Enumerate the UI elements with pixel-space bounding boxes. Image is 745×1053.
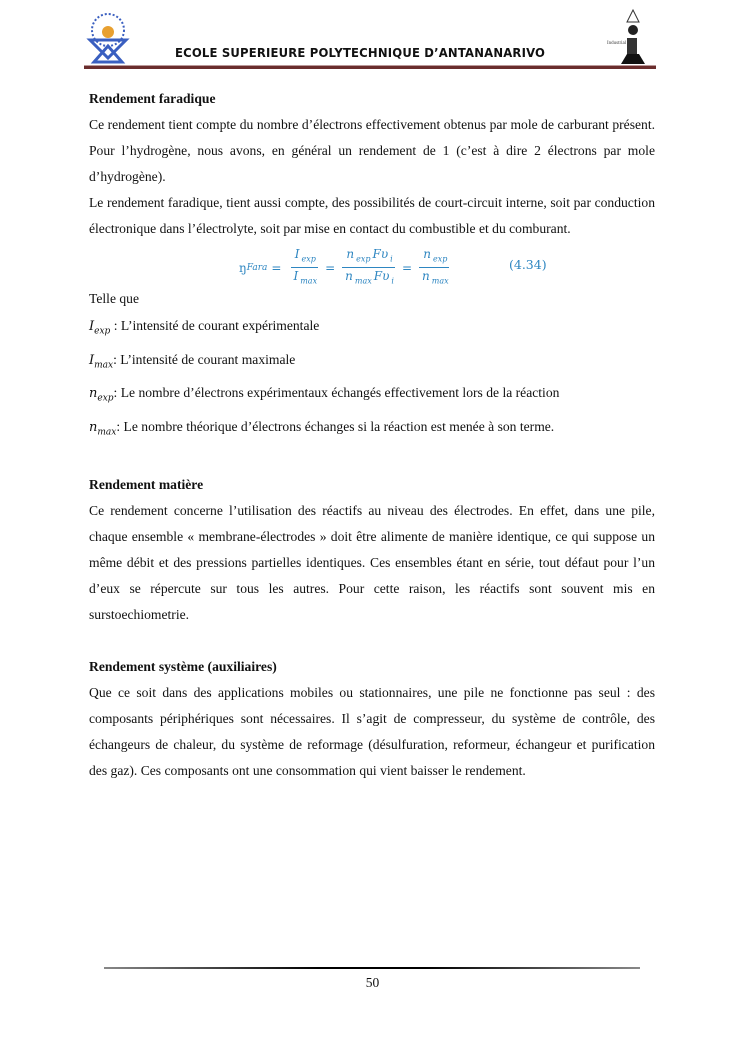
paragraph: Ce rendement concerne l’utilisation des réactifs au niveau des électrodes. En effet, dans une pile, chaque ensemble « membrane-électrodes » doit être alimente de manière identique, ce qui suppose un même débit et des pressions partielles identiques. Ces ensembles étant en série, tout défaut pour l’un d’eux se répercute sur tous les autres. Pour cette raison, les réactifs sont souvent mis en surstoechiometrie.: [89, 503, 655, 623]
section-heading: Rendement faradique: [89, 91, 216, 106]
paragraph: Que ce soit dans des applications mobiles ou stationnaires, une pile ne fonctionne pas seul : des composants périphériques sont nécessaires. Il s’agit de compresseur, du système de contrôle, des échangeurs de chaleur, du système de reformage (désulfuration, reformeur, échangeur et purification des gaz). Ces composants ont une consommation qui vient baisser le rendement.: [89, 685, 655, 779]
symbol-sub: max: [97, 427, 117, 438]
eq-sub: exp: [356, 254, 371, 264]
symbol: n: [89, 419, 98, 435]
eq-sub: max: [431, 276, 449, 286]
engineering-logo-icon: [605, 8, 655, 66]
eq-sign: =: [325, 260, 336, 275]
definition-text: : Le nombre d’électrons expérimentaux échangés effectivement lors de la réaction: [113, 385, 560, 401]
section-heading: Rendement système (auxiliaires): [89, 659, 277, 675]
definition-item: [89, 312, 655, 346]
header-title: ECOLE SUPERIEURE POLYTECHNIQUE D’ANTANANARIVO: [175, 45, 546, 60]
fraction: [289, 246, 319, 290]
definition-item: [89, 346, 655, 380]
definition-item: [89, 379, 655, 413]
eq-sub: i: [390, 254, 393, 264]
symbol: I: [89, 352, 95, 368]
eq-term: Fυ: [372, 247, 389, 261]
eq-term: I: [293, 269, 299, 284]
eta-symbol: ŋ: [239, 260, 247, 275]
section-heading: Rendement matière: [89, 477, 204, 493]
eq-sub: Fara: [246, 262, 268, 273]
eq-term: Fυ: [373, 269, 390, 284]
eq-term: n: [422, 269, 430, 284]
equation: [89, 242, 655, 292]
document-body: [89, 86, 655, 784]
page-number: 50: [365, 975, 380, 990]
fraction: [418, 246, 451, 290]
eq-sub: max: [300, 276, 318, 286]
definition-item: [89, 413, 655, 447]
eq-sub: max: [354, 276, 372, 286]
definitions-intro: Telle que: [89, 291, 140, 306]
fraction: [341, 246, 396, 290]
symbol: n: [89, 386, 98, 402]
eq-sub: exp: [433, 254, 448, 264]
definition-text: : L’intensité de courant maximale: [113, 351, 296, 367]
paragraph: Ce rendement tient compte du nombre d’électrons effectivement obtenus par mole de carburant présent. Pour l’hydrogène, nous avons, en général un rendement de 1 (c’est à dire 2 électrons par mole d’hydrogène).: [89, 117, 655, 184]
eq-term: I: [294, 247, 300, 261]
eq-sign: =: [401, 260, 413, 275]
eq-sub: exp: [301, 254, 316, 264]
definition-text: : Le nombre théorique d’électrons échanges si la réaction est menée à son terme.: [116, 418, 555, 434]
equation-number: (4.34): [509, 257, 547, 272]
eq-sub: i: [391, 276, 394, 286]
definition-text: : L’intensité de courant expérimentale: [110, 318, 320, 333]
symbol: I: [89, 319, 95, 334]
footer-divider: [104, 967, 640, 969]
symbol-sub: max: [94, 360, 114, 371]
eq-term: n: [346, 247, 355, 261]
header-divider: [84, 65, 656, 69]
eq-term: n: [345, 269, 353, 284]
eq-sign: =: [271, 260, 282, 275]
symbol-sub: exp: [97, 393, 114, 404]
paragraph: Le rendement faradique, tient aussi compte, des possibilités de court-circuit interne, soit par conduction électronique dans l’électrolyte, soit par mise en contact du combustible et du comburant.: [89, 195, 655, 236]
symbol-sub: exp: [94, 326, 111, 337]
school-logo-icon: [80, 10, 140, 65]
eq-term: n: [423, 247, 431, 261]
svg-text:Industrial: Industrial: [607, 41, 627, 46]
